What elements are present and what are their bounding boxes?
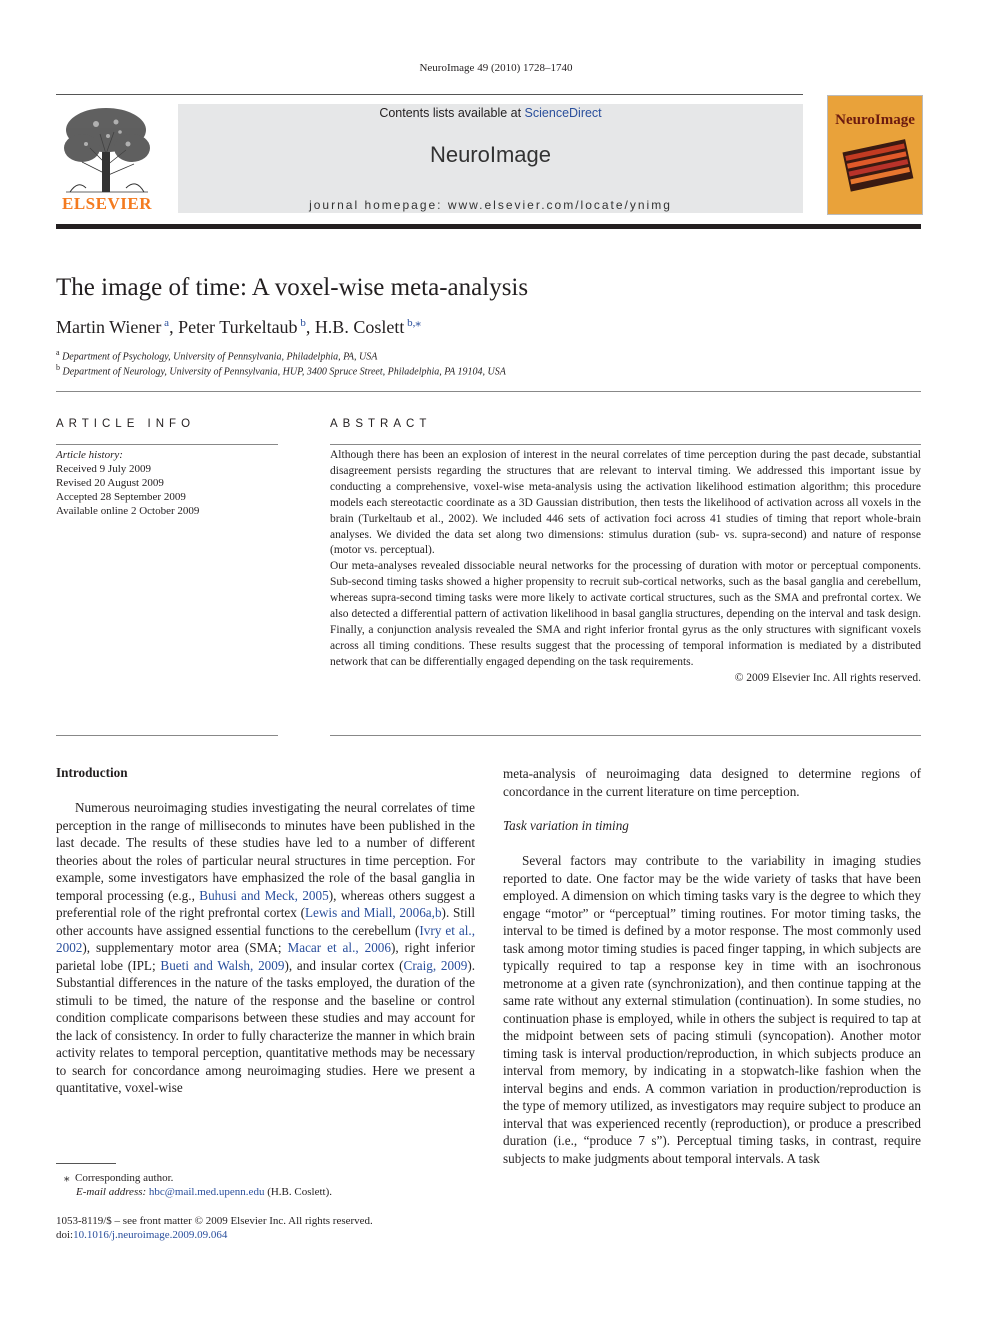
author-name: Martin Wiener	[56, 317, 162, 337]
author-name: Peter Turkeltaub	[178, 317, 298, 337]
affiliation-text: Department of Neurology, University of Pennsylvania, HUP, 3400 Spruce Street, Philadelphia, PA 19104, USA	[62, 366, 506, 378]
journal-name: NeuroImage	[429, 142, 552, 167]
corresponding-footnote	[64, 1171, 173, 1184]
citation-link[interactable]: Bueti and Walsh, 2009	[160, 957, 285, 973]
article-info-heading: ARTICLE INFO	[56, 418, 196, 430]
elsevier-logo	[56, 104, 158, 214]
author-list: Martin Wiener $^a$, Peter Turkeltaub $^b$, H.B. Coslett $^{b,⁎}$	[56, 317, 421, 337]
doi-label: doi:	[56, 1229, 74, 1241]
history-label: Article history:	[56, 449, 123, 461]
sciencedirect-link[interactable]: ScienceDirect	[524, 106, 602, 120]
email-suffix: (H.B. Coslett).	[264, 1186, 332, 1198]
front-matter-info	[56, 1214, 373, 1242]
email-label: E-mail address:	[76, 1186, 147, 1198]
issn-line: 1053-8119/$ – see front matter © 2009 Elsevier Inc. All rights reserved.	[56, 1215, 373, 1227]
text-run: ). Still other accounts have assigned essential functions to the cerebellum (	[56, 905, 475, 938]
text-run: ), and insular cortex (	[284, 957, 404, 973]
intro-paragraph-end: meta-analysis of neuroimaging data designed to determine regions of concordance in the current literature on time perception.	[503, 766, 921, 799]
affiliation-text: Department of Psychology, University of Pennsylvania, Philadelphia, PA, USA	[62, 351, 378, 363]
citation-link[interactable]: Macar et al., 2006	[287, 940, 391, 955]
affiliation-marker: b	[56, 363, 60, 372]
elsevier-wordmark: ELSEVIER	[62, 194, 152, 213]
email-footnote	[76, 1186, 332, 1198]
corresponding-author-label: Corresponding author.	[75, 1172, 174, 1184]
contents-prefix: Contents lists available at	[379, 106, 525, 120]
doi-link[interactable]: 10.1016/j.neuroimage.2009.09.064	[73, 1229, 228, 1241]
journal-cover	[827, 95, 923, 215]
introduction-text	[56, 799, 475, 1097]
email-link[interactable]: hbc@mail.med.upenn.edu	[148, 1186, 265, 1198]
journal-banner	[178, 104, 803, 213]
text-run: Numerous neuroimaging studies investigating the neural correlates of time perception in the range of milliseconds to minutes have been published in the last decade. The results of these studies have led to a number of different theories about the roles of particular neural structures in time perception. For example, some investigators have emphasized the role of the basal ganglia in temporal processing (e.g.,	[56, 800, 475, 903]
journal-homepage[interactable]: journal homepage: www.elsevier.com/locate/ynimg	[309, 198, 672, 212]
contents-availability	[178, 106, 803, 120]
citation-link[interactable]: Craig, 2009	[403, 957, 468, 973]
article-history	[56, 448, 199, 518]
abstract-rule	[330, 444, 921, 445]
author-affiliation-marker[interactable]: b	[300, 317, 306, 329]
section-rule	[56, 391, 921, 392]
abstract-body	[330, 448, 921, 687]
task-variation-heading: Task variation in timing	[503, 818, 629, 833]
abstract-heading: ABSTRACT	[330, 418, 432, 430]
intro-paragraph	[56, 799, 475, 1097]
article-title: The image of time: A voxel-wise meta-analysis	[56, 274, 529, 301]
copyright-notice: © 2009 Elsevier Inc. All rights reserved.	[734, 671, 921, 684]
affiliation	[56, 348, 377, 362]
doi-line	[56, 1228, 373, 1242]
abstract-paragraph: Although there has been an explosion of interest in the neural correlates of time perception during the past decade, substantial disagreement persists regarding the structures that are relevant to interval timing. We addressed this important issue by conducting a comprehensive, voxel-wise meta-analysis using the activation likelihood estimation algorithm; this procedure models each stereotactic coordinate as a 3D Gaussian distribution, then tests the likelihood of activation across all voxels in the brain (Turkeltaub et al., 2002). We included 446 sets of activation foci across 41 studies of timing that report whole-brain analyses. We divided the data set along two dimensions: stimulus duration (sub- vs. supra-second) and nature of response (motor vs. perceptual).	[330, 449, 921, 557]
tree-icon	[56, 104, 158, 194]
cover-art-icon	[828, 96, 922, 214]
received-date: Received 9 July 2009	[56, 463, 152, 475]
citation-link[interactable]: Lewis and Miall, 2006a,b	[304, 905, 442, 920]
revised-date: Revised 20 August 2009	[56, 477, 164, 489]
citation-link[interactable]: Ivry et al., 2002	[56, 922, 475, 955]
footnote-rule	[56, 1163, 116, 1164]
affiliation	[56, 363, 506, 377]
author-name: H.B. Coslett	[314, 317, 405, 337]
header-rule	[56, 94, 803, 95]
abstract-paragraph: Our meta-analyses revealed dissociable neural networks for the processing of duration with motor or perceptual components. Sub-second timing tasks showed a higher propensity to recruit sub-cortical networks, such as the basal ganglia and cerebellum, whereas supra-second timing tasks were more likely to activate cortical structures, such as the SMA and prefrontal cortex. We also detected a differential pattern of activation likelihood in basal ganglia structures, depending on the interval and task design. Finally, a conjunction analysis revealed the SMA and right inferior frontal gyrus as the only structures with significant voxels across all timing conditions. These results suggest that the processing of temporal information is mediated by a distributed network that can be differentially engaged depending on the task requirements.	[330, 560, 921, 668]
accepted-date: Accepted 28 September 2009	[56, 491, 186, 503]
text-run: ), whereas others suggest a preferential role of the right prefrontal cortex (	[56, 887, 475, 920]
footnote-marker: ⁎	[64, 1172, 70, 1184]
online-date: Available online 2 October 2009	[56, 505, 200, 517]
introduction-heading: Introduction	[56, 765, 128, 780]
header-thick-rule	[56, 224, 921, 229]
text-run: ), supplementary motor area (SMA;	[82, 940, 288, 955]
text-run: ). Substantial differences in the nature of the tasks employed, the duration of the stimuli to be timed, the nature of the response and the baseline or control condition complicate comparisons between these studies and may account for the lack of consistency. In order to fully characterize the manner in which brain activity relates to temporal perception, quantitative methods may be necessary to search for concordance among neuroimaging studies. Here we present a quantitative, voxel-wise	[56, 957, 476, 1095]
author-affiliation-marker[interactable]: b,⁎	[407, 317, 421, 329]
author-affiliation-marker[interactable]: a	[164, 317, 170, 329]
journal-citation: NeuroImage 49 (2010) 1728–1740	[419, 62, 573, 74]
citation-link[interactable]: Buhusi and Meck, 2005	[199, 887, 329, 903]
info-bottom-rule	[56, 735, 278, 736]
body-paragraph: Several factors may contribute to the variability in imaging studies reported to date. One factor may be the wide variety of tasks that have been employed. A dimension on which timing tasks vary is the degree to which they engage “motor” or “perceptual” timing routines. For motor timing tasks, the interval to be timed is defined by a motor response. The most commonly used task among motor timing studies is paced finger tapping, in which subjects are typically required to tap a response key in time with an isochronous metronome at a given rate (synchronization), and then continue tapping at the same rate without any external stimulation (continuation). In some studies, no continuation phase is employed, while in others the subject is required to tap at the midpoint between sets of pacing stimuli (syncopation). Another motor timing task is interval production/reproduction, in which subjects produce an interval from memory, by indicating in a stopwatch-like fashion when the interval begins and ends. A common variation in production/reproduction is the type of memory utilized, as investigators may require subject to produce an interval that was experienced recently (reproduction), or produce a prescribed duration (i.e., “produce 7 s”). Perceptual timing tasks, in contrast, require subjects to make judgments about temporal intervals. A task	[503, 853, 921, 1166]
intro-continuation	[503, 765, 921, 800]
text-run: ), right inferior parietal lobe (IPL;	[56, 940, 475, 973]
affiliation-marker: a	[56, 348, 60, 357]
abstract-bottom-rule	[330, 735, 921, 736]
task-variation-text	[503, 852, 921, 1167]
cover-title: NeuroImage	[835, 112, 915, 128]
info-rule	[56, 444, 278, 445]
